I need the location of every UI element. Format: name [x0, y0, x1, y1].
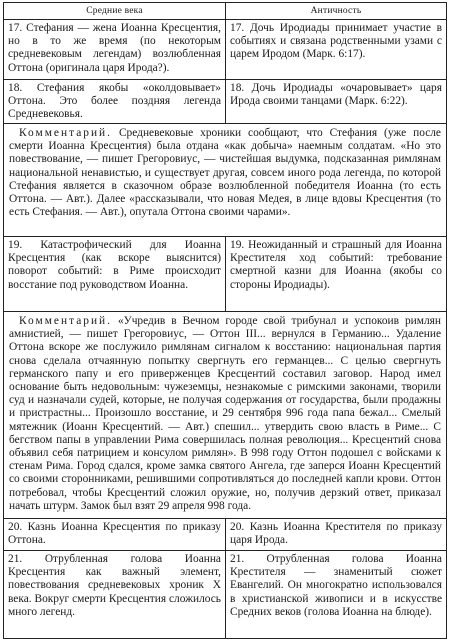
comparison-table — [3, 2, 447, 639]
cell-text: 21. Отрубленная голова Иоанна Кресцентия как важный элемент, повествования средневековых хроник X века. Вокруг смерти Кресцентия сложилось много легенд. — [8, 553, 221, 618]
cell-text: 17. Стефания — жена Иоанна Кресцентия, но в то же время (по некоторым средневековым легендам) возлюбленная Оттона (оригинала царя Ирода?). — [8, 22, 221, 74]
row-17-middle-ages — [4, 20, 226, 79]
commentary-text: Средневековые хроники сообщают, что Стефания (уже после смерти Иоанна Кресцентия) была отдана «как добыча» наемным солдатам. «Но это повествование, — пишет Грегоровиус, — чистейшая выдумка, подсказанная римлянам национальной ненавистью, и существует другая, совсем иного рода легенда, по которой Стефания является в сказочном образе возлюбленной победителя Иоанна (то есть Оттона. — Авт.). Далее «рассказывали, что новая Медея, в лице вдовы Кресцентия (то есть Стефания. — Авт.), опутала Оттона своими чарами». — [9, 127, 441, 219]
commentary-label: Комментарий. — [19, 127, 112, 139]
table-header — [4, 3, 446, 20]
row-19-middle-ages — [4, 237, 226, 311]
table-row — [4, 80, 446, 124]
row-21-middle-ages — [4, 551, 226, 638]
table-row — [4, 519, 446, 551]
cell-text: 19. Катастрофический для Иоанна Кресцентия (как вскоре выяснится) поворот событий: в Риме происходит восстание под руководством Иоанна. — [8, 239, 221, 291]
commentary-2 — [4, 312, 446, 518]
row-21-antiquity — [226, 551, 446, 638]
cell-text: 21. Отрубленная голова Иоанна Крестителя — знаменитый сюжет Евангелий. Он многократно использовался в христианской живописи и в искусстве Средних веков (голова Иоанна на блюде). — [230, 553, 442, 618]
column-header-antiquity: Античность — [310, 6, 362, 16]
table-row — [4, 237, 446, 312]
row-20-antiquity — [226, 519, 446, 550]
commentary-block — [4, 312, 446, 519]
commentary-1 — [4, 124, 446, 236]
row-17-antiquity — [226, 20, 446, 79]
table-row — [4, 20, 446, 80]
cell-text: 20. Казнь Иоанна Кресцентия по приказу Оттона. — [8, 521, 221, 547]
cell-text: 18. Стефания якобы «околдовывает» Оттона. Это более поздняя легенда Средневековья. — [8, 82, 221, 121]
row-19-antiquity — [226, 237, 446, 311]
cell-text: 18. Дочь Иродиады «очаровывает» царя Ирода своими танцами (Марк. 6:22). — [230, 82, 442, 108]
table-row — [4, 551, 446, 638]
commentary-text: «Учредив в Вечном городе свой трибунал и успокоив римлян амнистией, — пишет Грегоровиус, — Оттон III... вернулся в Германию... Удаление Оттона вскоре же послужило римлянам сигналом к восстанию: национальная партия снова сделала отчаянную попытку свергнуть его германцев... С целью свергнуть германского папу и его приверженцев Кресцентий составил заговор. Народ имел основание быть недовольным: чужеземцы, незнакомые с римскими законами, творили суд и назначали судей, которые, не получая содержания от государства, были продажны и пристрастны... Произошло восстание, и 29 сентября 996 года папа бежал... Смелый мятежник (Иоанн Кресцентий. — Авт.) спешил... утвердить свою власть в Риме... С бегством папы в управлении Рима совершилась полная революция... Кресцентий снова объявил себя патрицием и консулом римлян». В 998 году Оттон подошел с войсками к стенам Рима. Город сдался, кроме замка святого Ангела, где заперся Иоанн Кресцентий со своими сторонниками, решившими сопротивляться до последней капли крови. Оттон потребовал, чтобы Кресцентий сложил оружие, но, получив дерзкий ответ, приказал начать штурм. Замок был взят 29 апреля 998 года. — [9, 315, 441, 512]
row-18-middle-ages — [4, 80, 226, 123]
row-20-middle-ages — [4, 519, 226, 550]
row-18-antiquity — [226, 80, 446, 123]
cell-text: 17. Дочь Иродиады принимает участие в событиях и связана родственными узами с царем Иродом (Марк. 6:17). — [230, 22, 442, 61]
column-header-middle-ages: Средние века — [4, 3, 226, 19]
cell-text: 20. Казнь Иоанна Крестителя по приказу царя Ирода. — [230, 521, 442, 547]
commentary-label: Комментарий. — [19, 315, 112, 327]
commentary-block — [4, 124, 446, 237]
cell-text: 19. Неожиданный и страшный для Иоанна Крестителя ход событий: требование смертной казни для Иоанна (якобы со стороны Иродиады). — [230, 239, 442, 291]
